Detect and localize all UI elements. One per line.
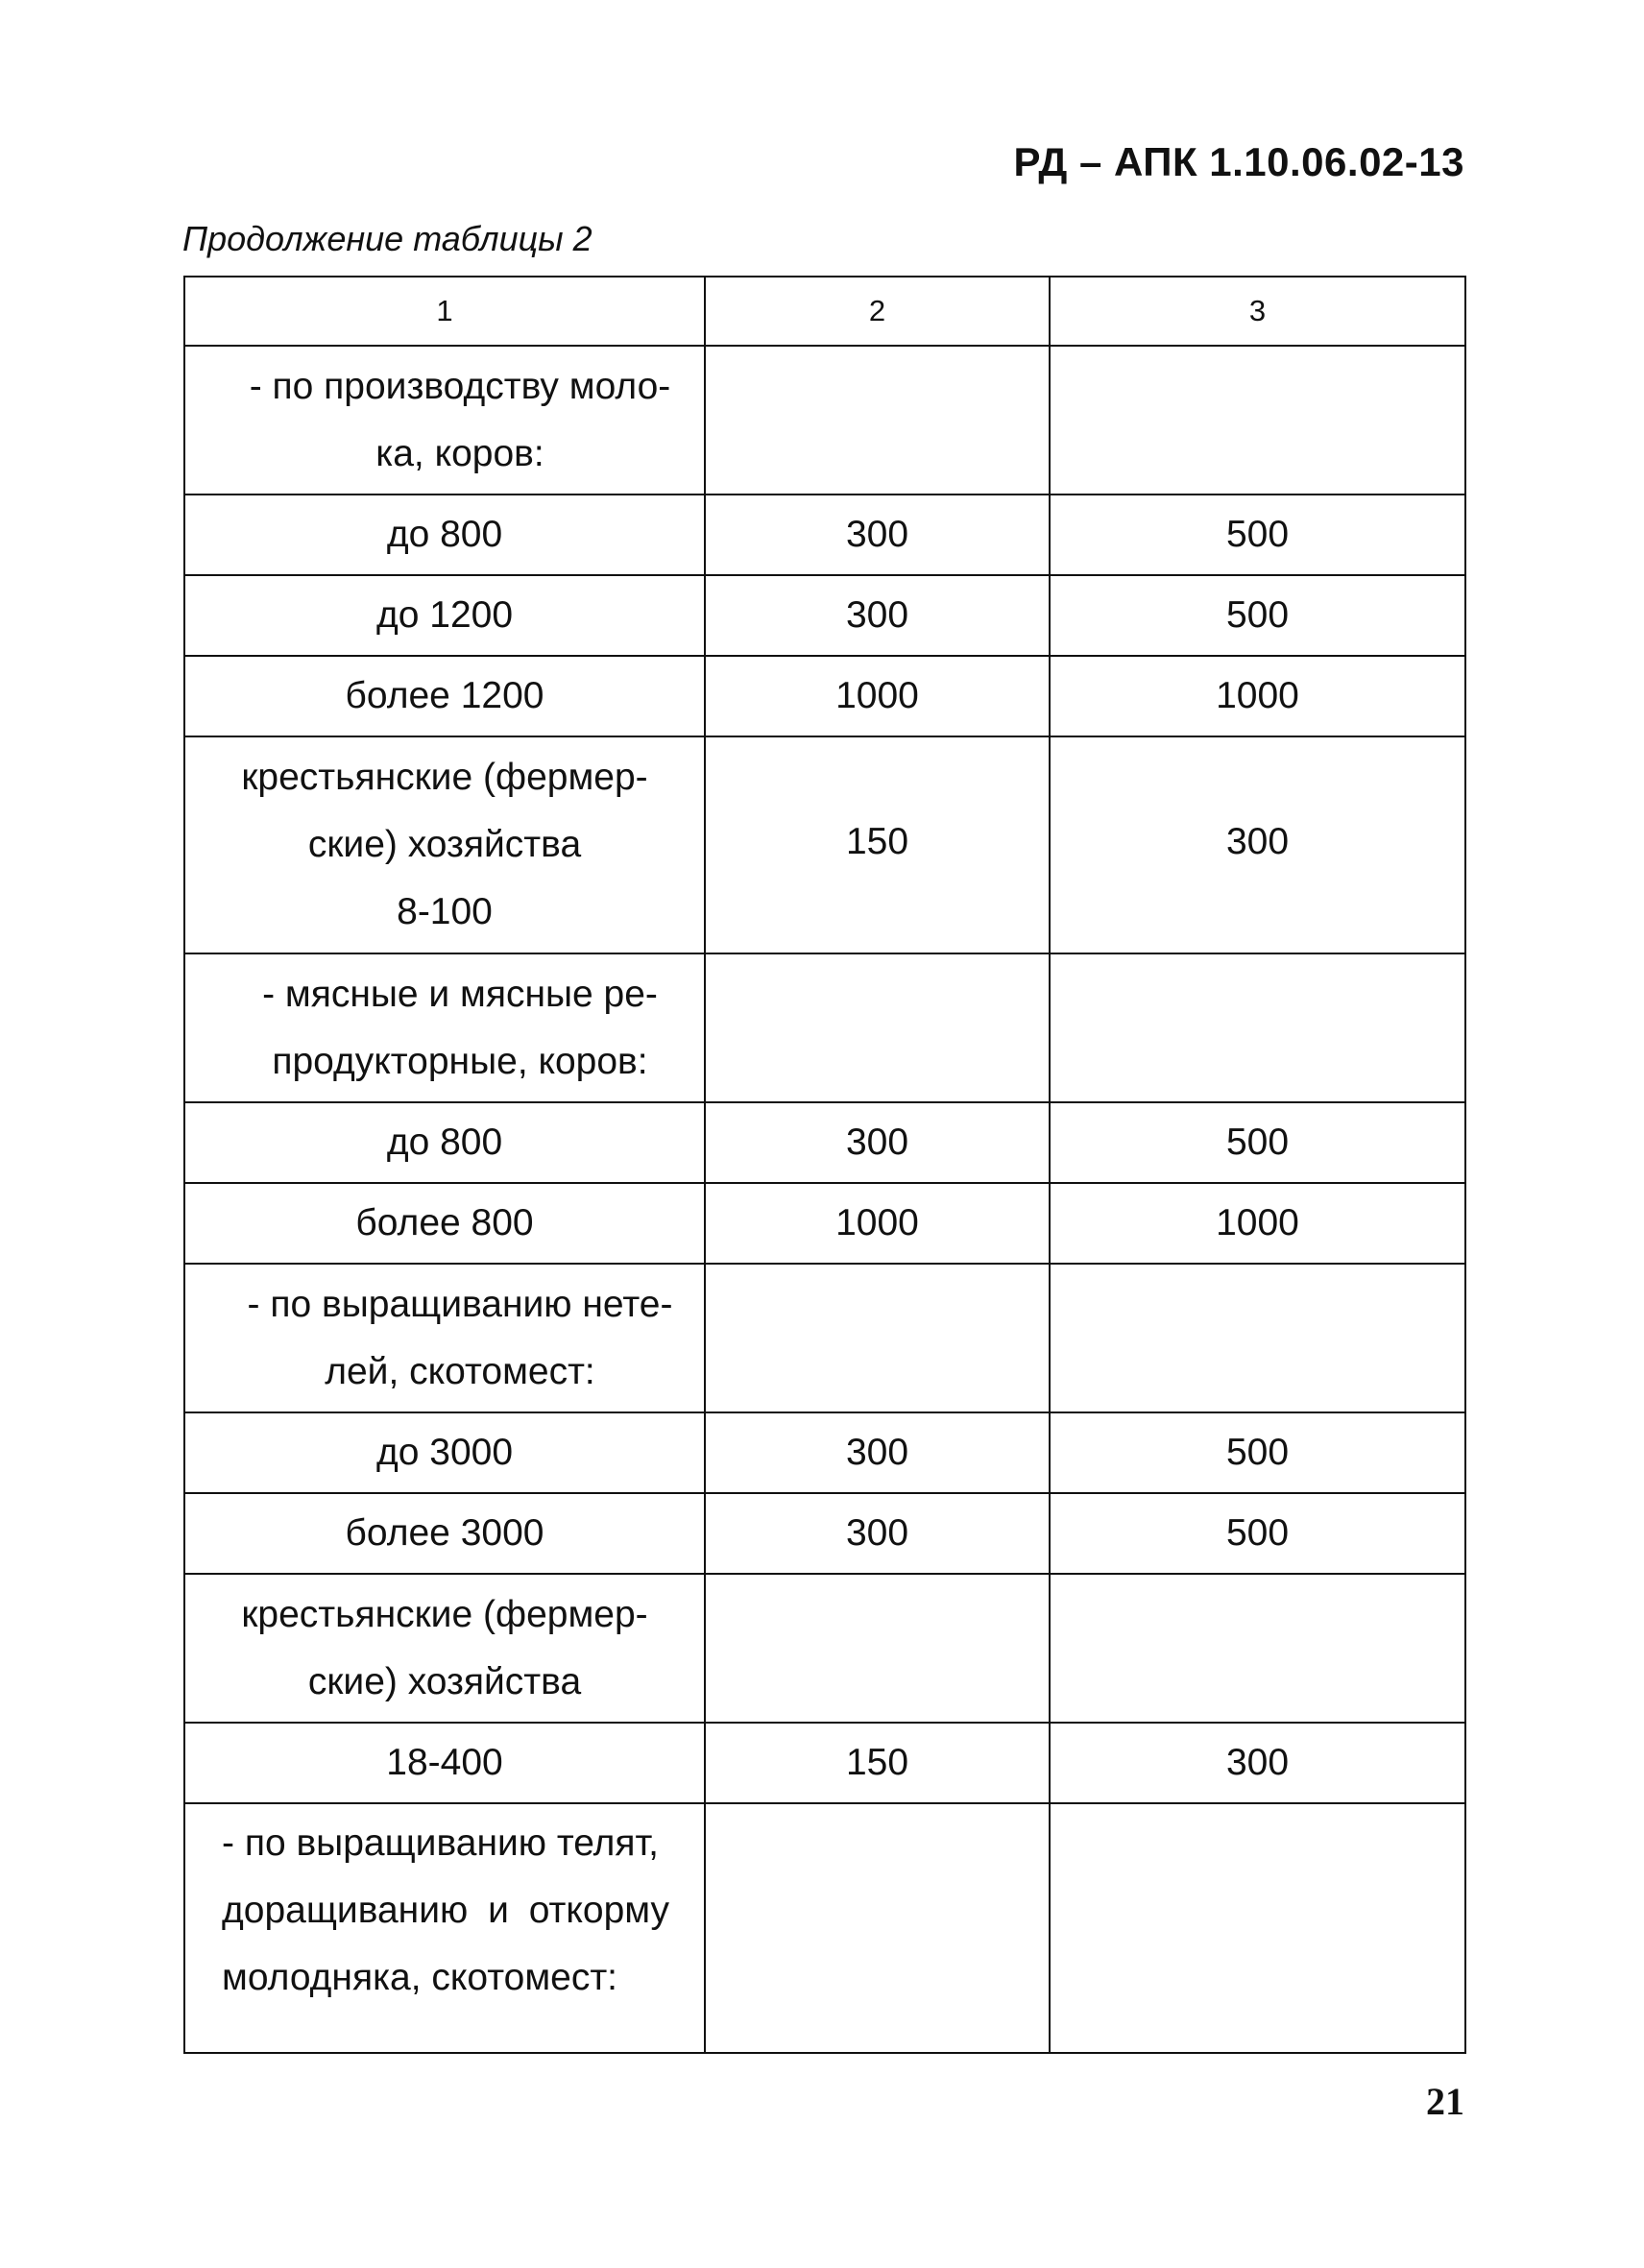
cell-col3: 500 bbox=[1050, 1102, 1465, 1183]
row-label bbox=[184, 1803, 705, 2053]
cell-col2: 300 bbox=[705, 1412, 1050, 1493]
row-label: до 3000 bbox=[184, 1412, 705, 1493]
row-label-line: - по производству моло- bbox=[249, 365, 671, 407]
table-row bbox=[184, 1264, 1465, 1412]
row-label-line: ка, коров: bbox=[375, 432, 544, 474]
table-row bbox=[184, 1574, 1465, 1723]
cell-value: 150 bbox=[845, 821, 909, 862]
table-header-row bbox=[184, 277, 1465, 346]
row-label-line: - по выращиванию телят, bbox=[222, 1822, 659, 1864]
data-table bbox=[183, 276, 1466, 2054]
row-label bbox=[184, 953, 705, 1102]
row-label-line: - по выращиванию нете- bbox=[247, 1283, 673, 1325]
row-label bbox=[184, 1264, 705, 1412]
cell-col2: 300 bbox=[705, 1102, 1050, 1183]
table-row bbox=[184, 575, 1465, 656]
cell-col2 bbox=[705, 1803, 1050, 2053]
cell-col2: 300 bbox=[705, 1493, 1050, 1574]
row-label: более 1200 bbox=[184, 656, 705, 736]
table-row bbox=[184, 1102, 1465, 1183]
row-label: до 800 bbox=[184, 495, 705, 575]
column-header: 1 bbox=[184, 277, 705, 346]
row-label: более 800 bbox=[184, 1183, 705, 1264]
row-label: до 1200 bbox=[184, 575, 705, 656]
table-row bbox=[184, 1412, 1465, 1493]
table-row bbox=[184, 495, 1465, 575]
row-label-line: крестьянские (фермер- bbox=[241, 1593, 648, 1635]
row-label-line: продукторные, коров: bbox=[272, 1040, 648, 1082]
cell-col3: 1000 bbox=[1050, 1183, 1465, 1264]
cell-value: 300 bbox=[1225, 821, 1290, 862]
row-label: более 3000 bbox=[184, 1493, 705, 1574]
cell-col3: 500 bbox=[1050, 495, 1465, 575]
row-label-line: молодняка, скотомест: bbox=[222, 1957, 618, 1998]
page-number: 21 bbox=[1426, 2080, 1464, 2123]
table-row bbox=[184, 346, 1465, 495]
cell-col2: 300 bbox=[705, 575, 1050, 656]
cell-col2: 150 bbox=[705, 1723, 1050, 1803]
cell-col3: 300 bbox=[1050, 1723, 1465, 1803]
row-label-line: крестьянские (фермер- bbox=[241, 757, 648, 798]
table-row bbox=[184, 736, 1465, 953]
cell-col3 bbox=[1050, 736, 1465, 953]
table-row bbox=[184, 953, 1465, 1102]
column-header: 2 bbox=[705, 277, 1050, 346]
cell-col2: 1000 bbox=[705, 656, 1050, 736]
cell-col2 bbox=[705, 346, 1050, 495]
row-label: до 800 bbox=[184, 1102, 705, 1183]
cell-col2 bbox=[705, 953, 1050, 1102]
row-label bbox=[184, 1574, 705, 1723]
cell-col3 bbox=[1050, 1803, 1465, 2053]
row-label-line: ские) хозяйства bbox=[307, 824, 582, 865]
cell-col2 bbox=[705, 1574, 1050, 1723]
row-label bbox=[184, 346, 705, 495]
row-label-line: - мясные и мясные ре- bbox=[262, 973, 658, 1015]
table-row bbox=[184, 1803, 1465, 2053]
cell-col3: 500 bbox=[1050, 1493, 1465, 1574]
table-row bbox=[184, 656, 1465, 736]
cell-col3: 1000 bbox=[1050, 656, 1465, 736]
cell-col3 bbox=[1050, 1264, 1465, 1412]
table-row bbox=[184, 1183, 1465, 1264]
row-label: 18-400 bbox=[184, 1723, 705, 1803]
table-caption: Продолжение таблицы 2 bbox=[182, 219, 592, 258]
document-code: РД – АПК 1.10.06.02-13 bbox=[1013, 139, 1464, 184]
cell-col2: 300 bbox=[705, 495, 1050, 575]
cell-col2: 1000 bbox=[705, 1183, 1050, 1264]
row-label-line: лей, скотомест: bbox=[325, 1350, 595, 1392]
column-header: 3 bbox=[1050, 277, 1465, 346]
row-label-line: доращиванию и откорму bbox=[222, 1890, 670, 1931]
cell-col2 bbox=[705, 736, 1050, 953]
cell-col3 bbox=[1050, 346, 1465, 495]
row-label bbox=[184, 736, 705, 953]
cell-col3 bbox=[1050, 953, 1465, 1102]
cell-col3 bbox=[1050, 1574, 1465, 1723]
table-row bbox=[184, 1723, 1465, 1803]
cell-col3: 500 bbox=[1050, 1412, 1465, 1493]
row-label-line: ские) хозяйства bbox=[307, 1660, 582, 1702]
cell-col2 bbox=[705, 1264, 1050, 1412]
table-row bbox=[184, 1493, 1465, 1574]
row-sub-label: 8-100 bbox=[397, 891, 493, 932]
cell-col3: 500 bbox=[1050, 575, 1465, 656]
